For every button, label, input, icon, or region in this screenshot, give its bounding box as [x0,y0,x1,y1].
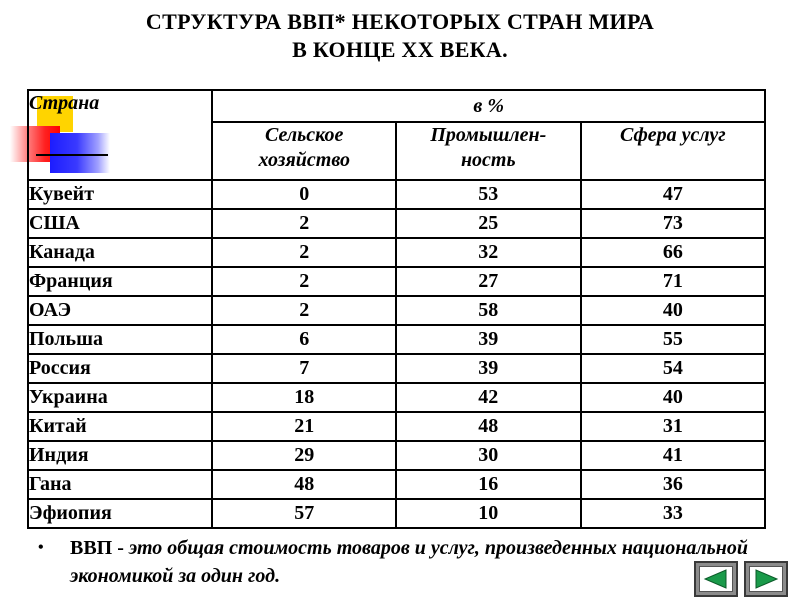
table-row [28,238,765,267]
agriculture-header-line: Сельское [265,124,344,146]
agriculture-cell: 48 [212,470,396,499]
agriculture-cell: 2 [212,238,396,267]
agriculture-cell: 7 [212,354,396,383]
industry-header-line: Промышлен- [430,124,547,146]
country-cell: Гана [28,470,212,499]
services-header-line: Сфера услуг [619,124,726,146]
country-cell: Франция [28,267,212,296]
services-cell: 54 [581,354,765,383]
services-cell: 40 [581,383,765,412]
industry-cell: 32 [396,238,581,267]
agriculture-cell: 57 [212,499,396,528]
agriculture-cell: 0 [212,180,396,209]
industry-cell: 42 [396,383,581,412]
agriculture-cell: 21 [212,412,396,441]
country-cell: Китай [28,412,212,441]
industry-cell: 25 [396,209,581,238]
table-row [28,412,765,441]
industry-cell: 10 [396,499,581,528]
country-cell: Кувейт [28,180,212,209]
bullet-icon: • [38,539,44,556]
gdp-structure-table [27,89,766,529]
footnote-text [70,534,758,590]
industry-cell: 30 [396,441,581,470]
gdp-footnote [38,534,758,590]
services-cell: 41 [581,441,765,470]
footnote-definition: это общая стоимость товаров и услуг, произведенных национальной экономикой за один год. [70,537,748,587]
table-row [28,354,765,383]
industry-cell: 53 [396,180,581,209]
services-cell: 33 [581,499,765,528]
agriculture-header-line: хозяйство [258,149,351,171]
table-row [28,209,765,238]
industry-column-header [396,122,581,180]
services-column-header [581,122,765,180]
industry-cell: 48 [396,412,581,441]
country-cell: Украина [28,383,212,412]
slide-title-line-2: В КОНЦЕ XX ВЕКА. [292,37,508,62]
country-cell: США [28,209,212,238]
agriculture-cell: 29 [212,441,396,470]
table-row [28,180,765,209]
services-cell: 40 [581,296,765,325]
table-row [28,441,765,470]
table-body [28,180,765,528]
agriculture-cell: 2 [212,296,396,325]
previous-slide-button[interactable] [694,561,738,597]
country-cell: Россия [28,354,212,383]
next-slide-button[interactable] [744,561,788,597]
country-cell: Польша [28,325,212,354]
industry-header-line: ность [460,149,516,171]
table-row [28,296,765,325]
agriculture-cell: 2 [212,267,396,296]
services-cell: 71 [581,267,765,296]
agriculture-cell: 18 [212,383,396,412]
country-cell: ОАЭ [28,296,212,325]
arrow-right-icon [752,569,780,589]
industry-cell: 39 [396,354,581,383]
country-column-header: Страна [28,90,212,180]
arrow-left-icon [702,569,730,589]
industry-cell: 58 [396,296,581,325]
services-cell: 66 [581,238,765,267]
previous-slide-button-face [699,566,733,592]
industry-cell: 27 [396,267,581,296]
industry-cell: 39 [396,325,581,354]
agriculture-cell: 2 [212,209,396,238]
footnote-term: ВВП - [70,537,124,559]
table-row [28,499,765,528]
services-cell: 36 [581,470,765,499]
agriculture-cell: 6 [212,325,396,354]
services-cell: 73 [581,209,765,238]
country-cell: Эфиопия [28,499,212,528]
table-row [28,470,765,499]
industry-cell: 16 [396,470,581,499]
agriculture-column-header [212,122,396,180]
country-cell: Индия [28,441,212,470]
services-cell: 55 [581,325,765,354]
next-slide-button-face [749,566,783,592]
services-cell: 31 [581,412,765,441]
unit-header: в % [212,90,765,122]
country-cell: Канада [28,238,212,267]
services-cell: 47 [581,180,765,209]
table-row [28,325,765,354]
table-row [28,267,765,296]
slide-title-line-1: СТРУКТУРА ВВП* НЕКОТОРЫХ СТРАН МИРА [145,9,655,34]
table-row [28,383,765,412]
